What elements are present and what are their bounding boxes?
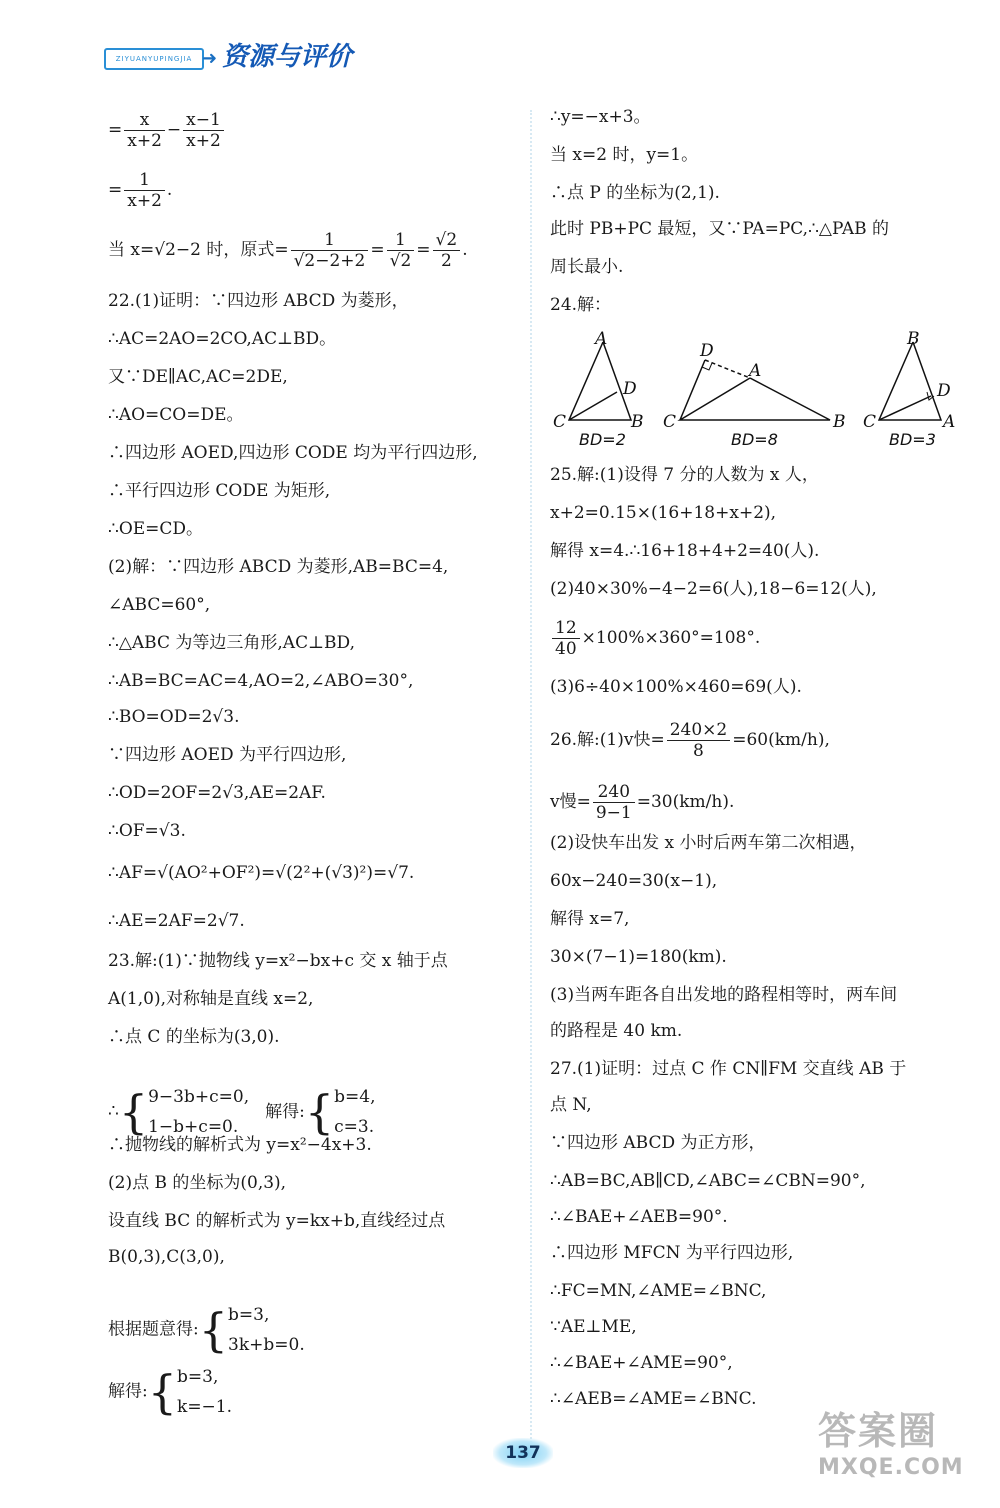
numerator: x (124, 110, 165, 131)
fraction (552, 618, 580, 659)
brace: { (304, 1085, 335, 1139)
fraction (124, 110, 165, 151)
text-line: 60x−240=30(x−1), (550, 871, 718, 891)
text-line: 周长最小. (550, 257, 624, 277)
numerator: 240×2 (667, 720, 731, 741)
text-line: 此时 PB+PC 最短，又∵PA=PC,∴△PAB 的 (550, 219, 890, 239)
denominator: 40 (555, 639, 577, 659)
equals: = (370, 240, 385, 260)
text-line (108, 170, 172, 211)
text-line: ∴∠AEB=∠AME=∠BNC. (550, 1389, 757, 1409)
fig3-label-a: A (943, 412, 956, 432)
text-line: 点 N, (550, 1095, 592, 1115)
text-line: B(0,3),C(3,0), (108, 1247, 225, 1267)
text-line: ∴AB=BC=AC=4,AO=2,∠ABO=30°, (108, 671, 414, 691)
text-line: 解得 x=7, (550, 909, 630, 929)
text-line: 30×(7−1)=180(km). (550, 947, 727, 967)
text-line: ∵四边形 AOED 为平行四边形, (108, 745, 347, 765)
fig3-label-c: C (863, 412, 877, 432)
text-line: ∴∠BAE+∠AEB=90°. (550, 1207, 728, 1227)
equals: = (416, 240, 431, 260)
fig1-label-d: D (623, 379, 637, 399)
text-line: ∵四边形 ABCD 为正方形， (550, 1133, 766, 1153)
equals: = (108, 180, 123, 200)
period: . (166, 180, 173, 200)
text-line (550, 782, 734, 823)
fraction (124, 170, 165, 211)
denominator: 2 (440, 251, 452, 271)
text-line: ∴AE=2AF=2√7. (108, 911, 245, 931)
text-line: 24.解： (550, 295, 612, 315)
text-line (550, 720, 830, 761)
text-line: ∴∠BAE+∠AME=90°, (550, 1353, 733, 1373)
equation-row: b=3, (177, 1367, 219, 1387)
fig2-label-b: B (833, 412, 846, 432)
fig1-label-b: B (631, 412, 644, 432)
equation-row: k=−1. (177, 1397, 233, 1417)
fig1-label-a: A (595, 330, 608, 349)
numerator: 1 (387, 230, 415, 251)
fig3-label-d: D (937, 381, 951, 401)
text-line: 的路程是 40 km. (550, 1021, 683, 1041)
text-line: ∴FC=MN,∠AME=∠BNC, (550, 1281, 767, 1301)
equation-system (334, 1082, 375, 1142)
fig2-label-a: A (749, 361, 762, 381)
denominator: x+2 (186, 131, 221, 151)
header-title: 资源与评价 (222, 42, 353, 72)
column-divider (530, 110, 532, 1450)
result-text: ×100%×360°=108°. (581, 628, 761, 648)
denominator: √2 (389, 251, 412, 271)
text-line (108, 1300, 305, 1360)
text-line: ∴点 C 的坐标为(3,0). (108, 1027, 280, 1047)
text-line: ∴四边形 AOED,四边形 CODE 均为平行四边形, (108, 443, 478, 463)
text-line: ∴平行四边形 CODE 为矩形, (108, 481, 331, 501)
text-line: (2)设快车出发 x 小时后两车第二次相遇， (550, 833, 867, 853)
lead-text: ∴ (108, 1101, 119, 1122)
numerator: 12 (552, 618, 580, 639)
text-line: ∠ABC=60°, (108, 595, 211, 615)
text-line: 解得 x=4.∴16+18+4+2=40(人). (550, 541, 820, 561)
text-line: ∴AC=2AO=2CO,AC⊥BD。 (108, 329, 337, 349)
figure-24-triangles (545, 330, 965, 450)
brace: { (118, 1085, 149, 1139)
page-header (104, 34, 374, 74)
text-line: ∴AO=CO=DE。 (108, 405, 244, 425)
equation-row: 3k+b=0. (228, 1335, 305, 1355)
operator: − (166, 120, 182, 140)
equation-system (177, 1362, 232, 1422)
equation-row: 1−b+c=0. (148, 1117, 239, 1137)
text-line (108, 230, 468, 271)
text-line: 设直线 BC 的解析式为 y=kx+b,直线经过点 (108, 1211, 446, 1231)
header-banner: ZIYUANYUPINGJIA (104, 48, 204, 70)
fig2-caption: BD=8 (731, 430, 778, 449)
fig1-label-c: C (553, 412, 567, 432)
text-line: ∴OE=CD。 (108, 519, 204, 539)
numerator: x−1 (183, 110, 224, 131)
text-line: 27.(1)证明：过点 C 作 CN∥FM 交直线 AB 于 (550, 1059, 907, 1079)
text-line (108, 110, 226, 151)
watermark-url: MXQE.COM (818, 1455, 964, 1480)
fraction (433, 230, 461, 271)
text-line: 又∵DE∥AC,AC=2DE, (108, 367, 288, 387)
equation-system (228, 1300, 305, 1360)
equals: = (108, 120, 123, 140)
denominator: √2−2+2 (293, 251, 366, 271)
text-line: ∴抛物线的解析式为 y=x²−4x+3. (108, 1135, 372, 1155)
denominator: x+2 (127, 191, 162, 211)
fig3-caption: BD=3 (889, 430, 936, 449)
fig1-caption: BD=2 (579, 430, 626, 449)
result-text: =60(km/h), (732, 730, 830, 750)
denominator: 9−1 (595, 803, 632, 823)
text-line: (2)40×30%−4−2=6(人),18−6=12(人), (550, 579, 877, 599)
text-line (108, 1082, 375, 1142)
text-line: 23.解:(1)∵抛物线 y=x²−bx+c 交 x 轴于点 (108, 951, 448, 971)
lead-text: v慢= (550, 792, 591, 812)
lead-text: 解得: (265, 1101, 305, 1122)
fig2-label-c: C (663, 412, 677, 432)
numerator: 1 (291, 230, 369, 251)
text-line: ∴y=−x+3。 (550, 107, 651, 127)
text-line (550, 618, 760, 659)
text-line: 25.解:(1)设得 7 分的人数为 x 人， (550, 465, 819, 485)
lead-text: 当 x=√2−2 时，原式= (108, 240, 289, 260)
watermark (818, 1400, 988, 1500)
numerator: √2 (433, 230, 461, 251)
text-line: ∴OF=√3. (108, 821, 186, 841)
text-line: ∴点 P 的坐标为(2,1). (550, 183, 720, 203)
lead-text: 根据题意得: (108, 1319, 199, 1340)
text-line: ∴OD=2OF=2√3,AE=2AF. (108, 783, 326, 803)
result-text: =30(km/h). (636, 792, 735, 812)
period: . (462, 240, 468, 260)
fraction (291, 230, 369, 271)
triangle-figure-2 (663, 341, 846, 449)
numerator: 240 (593, 782, 635, 803)
fraction (593, 782, 635, 823)
equation-system (148, 1082, 249, 1142)
denominator: x+2 (127, 131, 162, 151)
triangle-figure-3 (863, 330, 955, 449)
text-line: (3)当两车距各自出发地的路程相等时，两车间 (550, 985, 898, 1005)
text-line: (2)点 B 的坐标为(0,3), (108, 1173, 287, 1193)
text-line: 当 x=2 时，y=1。 (550, 145, 699, 165)
equation-row: b=4, (334, 1087, 376, 1107)
lead-text: 26.解:(1)v快= (550, 730, 665, 750)
fraction (667, 720, 731, 761)
equation-row: c=3. (334, 1117, 375, 1137)
text-line: ∴△ABC 为等边三角形,AC⊥BD, (108, 633, 355, 653)
equation-row: b=3, (228, 1305, 270, 1325)
text-line: ∵AE⊥ME, (550, 1317, 637, 1337)
watermark-text: 答案圈 (818, 1409, 939, 1453)
brace: { (147, 1365, 178, 1419)
text-line: ∴AB=BC,AB∥CD,∠ABC=∠CBN=90°, (550, 1171, 866, 1191)
lead-text: 解得: (108, 1381, 148, 1402)
numerator: 1 (124, 170, 165, 191)
fig3-label-b: B (907, 330, 920, 349)
equation-row: 9−3b+c=0, (148, 1087, 250, 1107)
text-line: ∴AF=√(AO²+OF²)=√(2²+(√3)²)=√7. (108, 863, 415, 883)
text-line: (2)解：∵四边形 ABCD 为菱形,AB=BC=4, (108, 557, 449, 577)
denominator: 8 (693, 741, 704, 761)
brace: { (198, 1303, 229, 1357)
fraction (387, 230, 415, 271)
fig2-label-d: D (700, 341, 714, 361)
page-number: 137 (493, 1438, 553, 1468)
text-line (108, 1362, 232, 1422)
fraction (183, 110, 224, 151)
text-line: x+2=0.15×(16+18+x+2), (550, 503, 777, 523)
arrow-icon: ➜ (202, 48, 218, 69)
triangle-figure-1 (553, 330, 644, 449)
text-line: ∴BO=OD=2√3. (108, 707, 240, 727)
text-line: ∴四边形 MFCN 为平行四边形, (550, 1243, 794, 1263)
text-line: A(1,0),对称轴是直线 x=2, (108, 989, 314, 1009)
text-line: (3)6÷40×100%×460=69(人). (550, 677, 802, 697)
text-line: 22.(1)证明：∵四边形 ABCD 为菱形， (108, 291, 409, 311)
